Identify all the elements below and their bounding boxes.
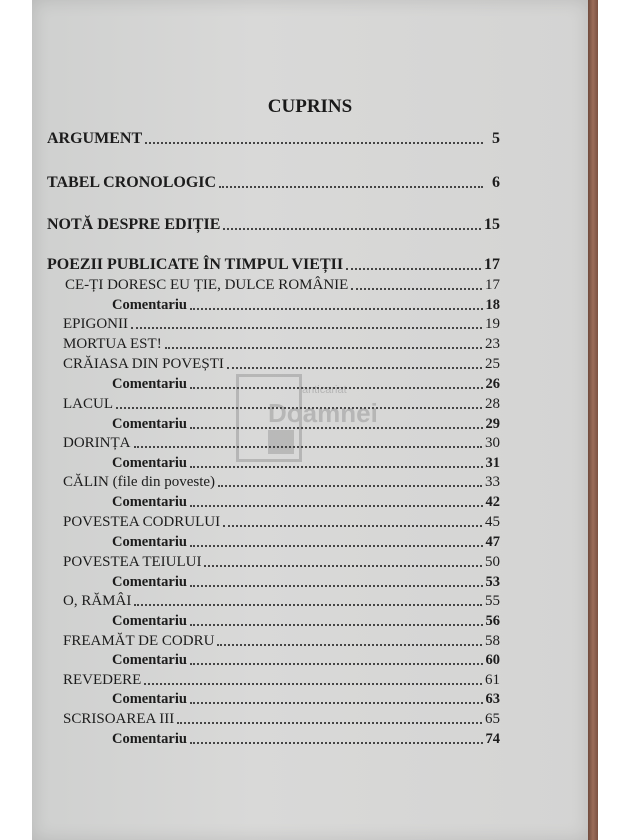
toc-entry-page: 55 — [485, 593, 500, 609]
toc-entry-title: CRĂIASA DIN POVEȘTI — [63, 356, 224, 372]
toc-entry-comentariu — [112, 296, 500, 314]
toc-entry-page: 17 — [485, 277, 500, 293]
toc-entry-title: Comentariu — [112, 297, 187, 313]
toc-entry-page: 74 — [485, 731, 500, 747]
toc-entry-title: O, RĂMÂI — [63, 593, 132, 609]
toc-entry-page: 25 — [485, 356, 500, 372]
toc-entry-title: EPIGONII — [63, 316, 128, 332]
toc-leader-dots — [190, 387, 483, 389]
toc-leader-dots — [131, 327, 482, 329]
toc-entry-page: 58 — [485, 633, 500, 649]
toc-entry-page: 56 — [485, 613, 500, 629]
toc-entry-title: CĂLIN (file din poveste) — [63, 474, 216, 490]
toc-entry-title: NOTĂ DESPRE EDIȚIE — [47, 216, 221, 233]
toc-entry-title: SCRISOAREA III — [63, 711, 175, 727]
toc-entry-title: REVEDERE — [63, 672, 142, 688]
toc-entry-comentariu — [112, 533, 500, 551]
toc-entry-comentariu — [112, 454, 500, 472]
toc-leader-dots — [190, 545, 483, 547]
toc-entry-comentariu — [112, 651, 500, 669]
toc-leader-dots — [190, 466, 483, 468]
toc-entry-page: 26 — [485, 376, 500, 392]
toc-entry — [47, 256, 500, 274]
toc-entry-page: 15 — [484, 216, 500, 233]
toc-leader-dots — [190, 427, 483, 429]
toc-entry-comentariu — [112, 690, 500, 708]
toc-leader-dots — [190, 505, 483, 507]
toc-entry-page: 5 — [492, 130, 500, 147]
toc-entry-comentariu — [112, 375, 500, 393]
toc-entry-page: 50 — [485, 554, 500, 570]
toc-entry-title: Comentariu — [112, 574, 187, 590]
toc-leader-dots — [190, 624, 483, 626]
toc-entry-title: Comentariu — [112, 455, 187, 471]
toc-entry — [63, 671, 500, 689]
toc-entry — [63, 434, 500, 452]
toc-entry-page: 65 — [485, 711, 500, 727]
toc-entry-page: 18 — [485, 297, 500, 313]
toc-entry-page: 29 — [485, 416, 500, 432]
toc-leader-dots — [223, 228, 481, 230]
toc-entry — [63, 395, 500, 413]
toc-entry — [63, 335, 500, 353]
toc-entry-page: 6 — [492, 174, 500, 191]
toc-entry-comentariu — [112, 493, 500, 511]
toc-leader-dots — [165, 347, 482, 349]
toc-entry — [63, 592, 500, 610]
toc-entry-title: Comentariu — [112, 494, 187, 510]
toc-leader-dots — [204, 565, 482, 567]
toc-entry — [63, 710, 500, 728]
toc-entry — [63, 513, 500, 531]
toc-entry — [63, 632, 500, 650]
toc-leader-dots — [190, 742, 483, 744]
toc-entry-title: LACUL — [63, 396, 113, 412]
page-title: CUPRINS — [267, 96, 353, 117]
toc-entry-title: CE-ȚI DORESC EU ȚIE, DULCE ROMÂNIE — [65, 277, 349, 293]
toc-entry — [65, 276, 500, 294]
toc-entry-title: TABEL CRONOLOGIC — [47, 174, 217, 191]
toc-entry — [63, 355, 500, 373]
toc-leader-dots — [190, 663, 483, 665]
toc-entry-page: 19 — [485, 316, 500, 332]
toc-entry-title: POEZII PUBLICATE ÎN TIMPUL VIEȚII — [47, 256, 344, 273]
toc-entry-comentariu — [112, 730, 500, 748]
toc-leader-dots — [134, 446, 483, 448]
toc-entry-title: Comentariu — [112, 416, 187, 432]
toc-leader-dots — [190, 308, 483, 310]
toc-leader-dots — [219, 186, 483, 188]
toc-entry-page: 31 — [485, 455, 500, 471]
toc-entry-comentariu — [112, 612, 500, 630]
toc-leader-dots — [116, 407, 482, 409]
toc-entry-page: 23 — [485, 336, 500, 352]
toc-leader-dots — [217, 644, 482, 646]
toc-entry-title: Comentariu — [112, 652, 187, 668]
toc-leader-dots — [346, 268, 481, 270]
toc-entry — [47, 174, 500, 192]
toc-entry-title: DORINȚA — [63, 435, 131, 451]
toc-entry-title: ARGUMENT — [47, 130, 143, 147]
toc-leader-dots — [223, 525, 482, 527]
toc-entry — [47, 216, 500, 234]
toc-leader-dots — [351, 288, 482, 290]
toc-leader-dots — [190, 702, 483, 704]
toc-entry-title: Comentariu — [112, 376, 187, 392]
toc-entry-page: 53 — [485, 574, 500, 590]
toc-leader-dots — [190, 585, 483, 587]
watermark-main-text: Doamnei — [268, 398, 378, 428]
toc-entry — [63, 473, 500, 491]
toc-entry-page: 28 — [485, 396, 500, 412]
toc-entry-page: 45 — [485, 514, 500, 530]
toc-entry-page: 33 — [485, 474, 500, 490]
toc-entry-title: POVESTEA CODRULUI — [63, 514, 221, 530]
toc-leader-dots — [227, 367, 482, 369]
toc-entry-page: 63 — [485, 691, 500, 707]
toc-entry-page: 61 — [485, 672, 500, 688]
toc-entry-title: Comentariu — [112, 731, 187, 747]
toc-leader-dots — [134, 604, 482, 606]
toc-entry-page: 42 — [485, 494, 500, 510]
toc-entry-title: MORTUA EST! — [63, 336, 162, 352]
toc-entry — [47, 130, 500, 148]
toc-entry-page: 30 — [485, 435, 500, 451]
toc-entry-title: Comentariu — [112, 691, 187, 707]
toc-leader-dots — [218, 485, 482, 487]
toc-entry-title: Comentariu — [112, 534, 187, 550]
toc-leader-dots — [145, 142, 483, 144]
toc-leader-dots — [144, 683, 482, 685]
toc-entry-comentariu — [112, 415, 500, 433]
toc-entry-page: 47 — [485, 534, 500, 550]
toc-entry-title: POVESTEA TEIULUI — [63, 554, 202, 570]
toc-entry — [63, 553, 500, 571]
toc-entry-title: Comentariu — [112, 613, 187, 629]
toc-entry-comentariu — [112, 573, 500, 591]
watermark-top-text: anticariat — [302, 384, 347, 396]
toc-entry-title: FREAMĂT DE CODRU — [63, 633, 215, 649]
toc-entry — [63, 315, 500, 333]
toc-entry-page: 60 — [485, 652, 500, 668]
toc-entry-page: 17 — [484, 256, 500, 273]
toc-leader-dots — [177, 722, 482, 724]
